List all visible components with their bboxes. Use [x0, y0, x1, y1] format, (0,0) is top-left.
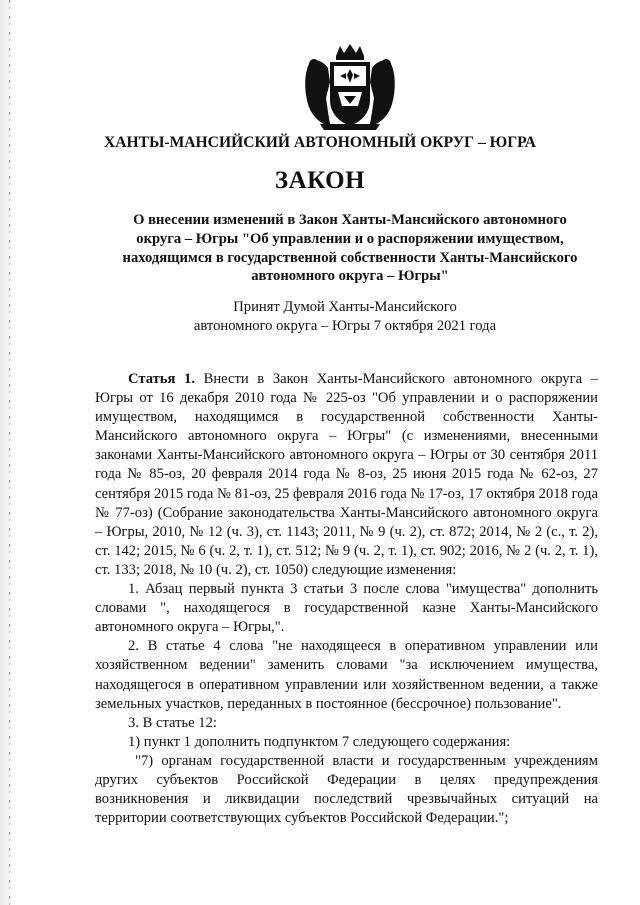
- article-1: [95, 370, 598, 828]
- article-intro-text: Внести в Закон Ханты-Мансийского автономного округа – Югры от 16 декабря 2010 года № 225-оз "Об управлении и о распоряжении имуществом, находящимся в государственной собственности Ханты-Мансийского автономного округа – Югры" (с изменениями, внесенными законами Ханты-Мансийского автономного округа – Югры от 30 сентября 2011 года № 85-оз, 20 февраля 2014 года № 8-оз, 25 июня 2015 года № 62-оз, 27 сентября 2015 года № 81-оз, 25 февраля 2016 года № 17-оз, 17 октября 2018 года № 77-оз) (Собрание законодательства Ханты-Мансийского автономного округа – Югры, 2010, № 12 (ч. 3), ст. 1143; 2011, № 9 (ч. 2), ст. 872; 2014, № 2 (с., т. 2), ст. 142; 2015, № 6 (ч. 2, т. 1), ст. 512; № 9 (ч. 2, т. 1), ст. 902; 2016, № 2 (ч. 2, т. 1), ст. 133; 2018, № 10 (ч. 2), ст. 1050) следующие изменения:: [95, 371, 598, 578]
- amendment-subitem-1: 1) пункт 1 дополнить подпунктом 7 следующего содержания:: [128, 733, 511, 750]
- adoption-line-1: Принят Думой Ханты-Мансийского: [233, 299, 457, 315]
- document-type: ЗАКОН: [274, 167, 366, 194]
- amendment-quote: "7) органам государственной власти и государственным учреждениям других субъектов Российской Федерации в целях предупреждения возникновения и ликвидации последствий чрезвычайных ситуаций на территории соответствующих субъектов Российской Федерации.";: [95, 752, 598, 827]
- law-title: О внесении изменений в Закон Ханты-Мансийского автономного округа – Югры "Об управлении и о распоряжении имуществом, находящимся в государственной собственности Ханты-Мансийского автономного округа – Югры": [122, 212, 578, 285]
- article-intro: [95, 370, 598, 580]
- amendment-item-3: 3. В статье 12:: [128, 714, 217, 731]
- amendment-item-1: 1. Абзац первый пункта 3 статьи 3 после слова "имущества" дополнить словами ", находящегося в государственной казне Ханты-Мансийского автономного округа – Югры,".: [95, 581, 598, 636]
- amendment-item-2: 2. В статье 4 слова "не находящееся в оперативном управлении или хозяйственном ведении" заменить словами "за исключением имущества, находящегося в оперативном управлении или хозяйственном ведении, а также земельных участков, переданных в постоянное (бессрочное) пользование".: [95, 638, 598, 712]
- khmao-coat-of-arms-icon: [300, 42, 400, 132]
- adoption-note: [175, 298, 515, 336]
- adoption-line-2: автономного округа – Югры 7 октября 2021 года: [193, 318, 497, 334]
- article-label: Статья 1.: [128, 371, 195, 387]
- region-name: ХАНТЫ-МАНСИЙСКИЙ АВТОНОМНЫЙ ОКРУГ – ЮГРА: [104, 134, 536, 151]
